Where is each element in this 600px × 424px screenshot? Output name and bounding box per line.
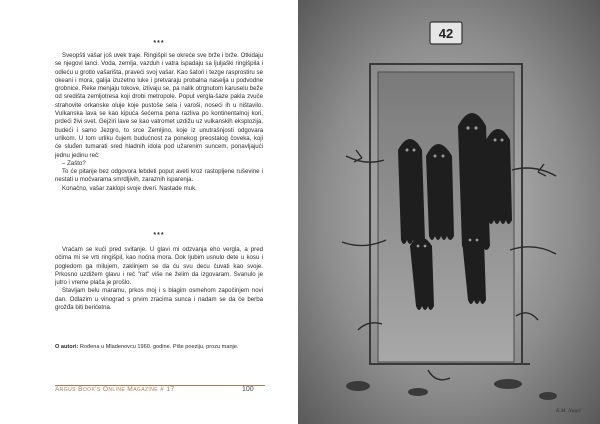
page-number: 100 [242, 386, 254, 393]
author-label: O autori: [55, 344, 79, 350]
shadow-figure [398, 139, 425, 244]
shadow-figure [426, 144, 454, 240]
paragraph: – Zašto? [62, 159, 86, 167]
shadow-figure [458, 113, 490, 250]
artist-signature: R.M. Nagić [556, 408, 582, 414]
paragraph: Konačno, vašar zaklopi svoje dveri. Nastade muk. [62, 184, 197, 192]
paragraph: Vraćam se kući pred svitanje. U glavi mi odzvanja eho vergla, a pred očima mi se vrti ringišpil, kao noćna mora. Dok ljubim usnulo dete u kosu i pogledom ga milujem, zaklinjem se da ću svu decu čuvati kao svoje. Prkosno uzdižem glavu i reč "rat" više ne želim da izgovaram. Svanulo je jutro i vreme plača je prošlo. [55, 246, 263, 287]
ghost-doorway-illustration [298, 0, 600, 424]
section-separator: *** [153, 40, 165, 47]
door-number: 42 [438, 26, 454, 41]
author-note [55, 344, 270, 351]
illustration-page [298, 0, 600, 424]
paragraph: To će pitanje bez odgovora lebdeti poput aveti kroz rastopljene ruševine i nestati u močvarama smrdljivih, zaraznih isparenja. [55, 168, 263, 184]
story-section-1 [55, 52, 263, 193]
shadow-figure [486, 129, 512, 224]
paragraph: Stavljam belu maramu, prkos moj i s blagim osmehom započinjem novi dan. Odlazim u vinograd s prvim zracima sunca i nadam se da će berba grožđa biti berićetna. [55, 287, 263, 312]
magazine-title: Argus Book's Online Magazine # 17 [55, 386, 175, 393]
text-page [0, 0, 298, 424]
section-separator: *** [153, 232, 165, 239]
author-bio: Rođena u Mladenovcu 1960. godine. Piše poeziju, prozu manje. [79, 344, 239, 350]
story-section-2 [55, 246, 263, 312]
paragraph: Sveopšti vašar još uvek traje. Ringišpil se okreće sve brže i brže. Otkidaju se njegovi lanci. Voda, zemlja, vazduh i vatra ispadaju sa ljuljaški ringišpila i odleću u grotlo vašarišta, praveći svoj vašar. Kao šatori i tezge rasprostiru se okeani i mora, galija izuzetno luke i pretvaraju probalna naselja u podvodne grobnice. Reke menjaju tokove, izlivaju se, pa nalik otrgnutom karuselu beže od središta zemljotresa koji drobi metropole. Poput vergla-šaze pakla zvuče strahovite orkanske oluje koje pustoše sela i varoši, noseći ih u ništavilo. Vulkanska lava se kao kipuća šećerna pena razliva po kontinentalnoj kori, prdeći živi svet. Gejziri lave se kao vatromet uzdižu uz vulkanskih eksplozija, budeći i samo Jezgro, to srce Zemljino, koje iz unutrašnjosti odgovara urlikom. U tom urliku čujem budućnost za ponekog preostalog čoveka, koji će sluđen tumarati sred hladnih idola pod užarenim suncem, ponavljajući jednu jedinu reč: [55, 52, 263, 159]
